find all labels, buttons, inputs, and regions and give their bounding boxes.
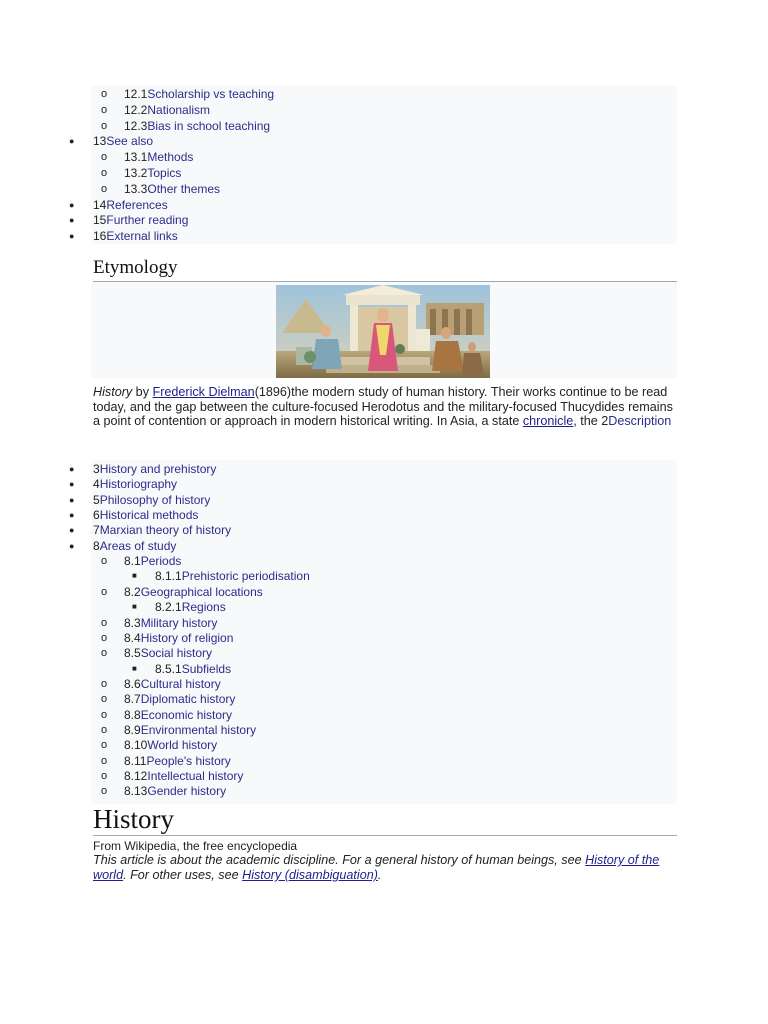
history-painting[interactable]: [276, 285, 490, 378]
toc-link[interactable]: Geographical locations: [140, 584, 263, 599]
toc-link[interactable]: Regions: [181, 600, 226, 615]
toc-number: 13: [93, 134, 107, 149]
toc-item[interactable]: [91, 181, 677, 197]
toc-link[interactable]: Topics: [147, 166, 182, 180]
bullet-icon: ●: [69, 231, 75, 242]
bullet-icon: ●: [69, 540, 75, 551]
caption-body: (1896)the modern study of human history. Their works continue to be read today, and the gap between the culture-focused Herodotus and the military-focused Thucydides remains a point of contention or approach in modern historical writing. In Asia, a state: [93, 385, 673, 429]
toc-item[interactable]: [69, 133, 677, 149]
toc-number: 8.6: [124, 676, 141, 691]
toc-entry-text[interactable]: [124, 753, 231, 769]
hatnote-text: . For other uses, see: [123, 868, 243, 882]
caption-title: History: [93, 385, 133, 399]
toc-item[interactable]: [69, 461, 677, 477]
toc-entry-text[interactable]: [124, 783, 226, 799]
bullet-icon: o: [101, 119, 108, 132]
bullet-icon: o: [101, 585, 108, 598]
toc-number: 8.13: [124, 784, 148, 799]
toc-number: 8.2.1: [155, 600, 182, 615]
bullet-icon: ●: [69, 199, 75, 210]
toc-number: 8: [93, 538, 100, 553]
toc-link[interactable]: History of religion: [140, 630, 234, 645]
bullet-icon: o: [101, 88, 108, 100]
bullet-icon: ●: [69, 464, 75, 474]
bullet-icon: ■: [132, 602, 137, 612]
toc-entry-text[interactable]: [124, 630, 233, 646]
toc-number: 5: [93, 492, 100, 507]
page-title: History: [93, 804, 677, 836]
toc-link[interactable]: Military history: [140, 615, 218, 630]
etymology-heading: Etymology: [93, 257, 677, 282]
toc-item[interactable]: [91, 599, 677, 615]
bullet-icon: o: [101, 631, 108, 644]
toc-link[interactable]: Scholarship vs teaching: [147, 87, 275, 101]
toc-entry-text[interactable]: [124, 707, 232, 723]
toc-item[interactable]: [91, 753, 677, 769]
toc-entry-text[interactable]: [124, 768, 243, 784]
toc-entry-text[interactable]: [93, 476, 177, 492]
toc-entry-text[interactable]: [124, 118, 270, 134]
toc-link[interactable]: Environmental history: [140, 722, 257, 737]
toc-link[interactable]: References: [106, 197, 168, 212]
description-link[interactable]: Description: [608, 414, 672, 429]
toc-link[interactable]: Historical methods: [99, 508, 199, 523]
history-of-the-world-link[interactable]: History of the world: [93, 853, 660, 882]
toc-entry-text[interactable]: [124, 165, 181, 181]
toc-number: 7: [93, 523, 100, 538]
bullet-icon: o: [101, 739, 108, 752]
toc-link[interactable]: Subfields: [181, 661, 232, 676]
toc-number: 12.3: [124, 118, 148, 133]
toc-link[interactable]: Methods: [147, 150, 194, 165]
bullet-icon: o: [101, 151, 108, 164]
bullet-icon: ●: [69, 510, 75, 521]
toc-top: [69, 86, 677, 244]
toc-item[interactable]: [91, 615, 677, 631]
toc-link[interactable]: Philosophy of history: [99, 492, 211, 507]
toc-number: 8.1: [124, 554, 141, 569]
toc-number: 8.8: [124, 707, 141, 722]
toc-link[interactable]: Prehistoric periodisation: [181, 569, 310, 584]
toc-entry-text[interactable]: [124, 149, 193, 165]
toc-item[interactable]: [91, 783, 677, 799]
toc-item[interactable]: [69, 228, 677, 244]
toc-item[interactable]: [69, 538, 677, 554]
toc-entry-text[interactable]: [124, 86, 274, 102]
toc-entry-text[interactable]: [124, 584, 263, 600]
toc-link[interactable]: Historiography: [99, 477, 178, 492]
hatnote: [93, 853, 673, 883]
image-panel: [91, 282, 677, 378]
toc-link[interactable]: Intellectual history: [147, 769, 244, 783]
toc-link[interactable]: World history: [147, 738, 218, 753]
toc-number: 15: [93, 213, 107, 228]
hatnote-text: .: [377, 868, 382, 882]
bullet-icon: o: [101, 693, 108, 706]
toc-item[interactable]: [69, 212, 677, 228]
toc-number: 13.1: [124, 150, 148, 165]
toc-item[interactable]: [91, 737, 677, 753]
toc-number: 8.11: [124, 753, 147, 768]
toc-entry-text[interactable]: [93, 212, 188, 228]
toc-item[interactable]: [91, 584, 677, 600]
toc-entry-text[interactable]: [124, 645, 212, 661]
bullet-icon: o: [101, 182, 108, 195]
bullet-icon: o: [101, 647, 108, 660]
toc-number: 8.7: [124, 692, 141, 707]
bullet-icon: o: [101, 616, 108, 629]
toc-item[interactable]: [69, 507, 677, 523]
toc-number: 4: [93, 477, 100, 492]
toc-item[interactable]: [69, 522, 677, 538]
toc-number: 8.12: [124, 769, 148, 783]
toc-link[interactable]: Areas of study: [99, 538, 177, 553]
bullet-icon: ●: [69, 525, 75, 536]
bullet-icon: o: [101, 555, 108, 568]
toc-number: 8.2: [124, 584, 141, 599]
toc-number: 2: [601, 414, 609, 429]
toc-link[interactable]: Other themes: [147, 181, 221, 196]
toc-number: 8.9: [124, 722, 141, 737]
toc-link[interactable]: Gender history: [147, 784, 227, 799]
toc-item[interactable]: [91, 553, 677, 569]
toc-number: 8.5: [124, 646, 141, 661]
bullet-icon: ■: [132, 663, 137, 673]
toc-entry-text[interactable]: [124, 181, 220, 197]
image-caption: [93, 385, 673, 429]
toc-link[interactable]: Social history: [140, 646, 213, 661]
toc-item[interactable]: [69, 492, 677, 508]
toc-number: 12.1: [124, 87, 148, 101]
toc-entry-text[interactable]: [124, 737, 217, 753]
toc-item[interactable]: [91, 676, 677, 692]
bullet-icon: ●: [69, 494, 75, 505]
bullet-icon: ■: [132, 571, 137, 581]
toc-entry-text[interactable]: [124, 553, 181, 569]
toc-bottom: [69, 460, 677, 804]
bullet-icon: o: [101, 723, 108, 736]
bullet-icon: o: [101, 708, 108, 721]
toc-entry-text[interactable]: [93, 538, 176, 554]
toc-number: 16: [93, 229, 107, 244]
toc-item[interactable]: [91, 722, 677, 738]
bullet-icon: ●: [69, 136, 75, 147]
toc-item[interactable]: [91, 707, 677, 723]
toc-entry-text[interactable]: [155, 568, 310, 584]
toc-entry-text[interactable]: [155, 599, 226, 615]
toc-number: 8.5.1: [155, 661, 182, 676]
toc-number: 6: [93, 508, 100, 523]
toc-item[interactable]: [91, 102, 677, 118]
hatnote-text: This article is about the academic discipline. For a general history of human beings, see: [93, 853, 586, 867]
toc-link[interactable]: Periods: [140, 554, 182, 569]
toc-item[interactable]: [91, 165, 677, 181]
toc-number: 3: [93, 462, 100, 476]
toc-item[interactable]: [91, 768, 677, 784]
toc-number: 13.3: [124, 181, 148, 196]
bullet-icon: o: [101, 167, 108, 179]
bullet-icon: o: [101, 754, 108, 767]
toc-item[interactable]: [69, 197, 677, 213]
toc-entry-text[interactable]: [124, 615, 217, 631]
toc-link[interactable]: People's history: [146, 753, 231, 768]
toc-item[interactable]: [91, 645, 677, 661]
toc-item[interactable]: [91, 118, 677, 134]
toc-link[interactable]: External links: [106, 229, 178, 244]
toc-link[interactable]: Marxian theory of history: [99, 523, 232, 538]
toc-entry-text[interactable]: [93, 197, 168, 213]
toc-entry-text[interactable]: [93, 507, 198, 523]
toc-number: 12.2: [124, 102, 148, 117]
toc-link[interactable]: Cultural history: [140, 676, 221, 691]
toc-entry-text[interactable]: [124, 676, 221, 692]
bullet-icon: o: [101, 677, 108, 690]
toc-link[interactable]: Nationalism: [147, 102, 211, 117]
toc-link[interactable]: Diplomatic history: [140, 692, 236, 707]
toc-number: 8.4: [124, 630, 141, 645]
toc-entry-text[interactable]: [124, 722, 256, 738]
toc-number: 8.1.1: [155, 569, 182, 584]
bullet-icon: o: [101, 785, 108, 798]
chronicle-link[interactable]: chronicle: [522, 414, 574, 429]
bullet-icon: ●: [69, 479, 75, 490]
toc-item[interactable]: [91, 630, 677, 646]
toc-link[interactable]: Bias in school teaching: [147, 118, 271, 133]
toc-number: 13.2: [124, 166, 148, 180]
toc-number: 8.3: [124, 615, 141, 630]
toc-item[interactable]: [91, 691, 677, 707]
toc-item[interactable]: [91, 149, 677, 165]
caption-tail: , the: [573, 414, 602, 429]
toc-number: 8.10: [124, 738, 148, 753]
toc-link[interactable]: Economic history: [140, 707, 233, 722]
site-subtitle: From Wikipedia, the free encyclopedia: [93, 839, 298, 853]
toc-entry-text[interactable]: [93, 133, 153, 149]
toc-entry-text[interactable]: [124, 102, 210, 118]
toc-number: 14: [93, 197, 107, 212]
bullet-icon: o: [101, 103, 108, 116]
toc-entry-text[interactable]: [124, 691, 235, 707]
toc-entry-text[interactable]: [93, 228, 178, 244]
toc-item[interactable]: [69, 476, 677, 492]
toc-link[interactable]: History and prehistory: [99, 462, 217, 476]
toc-link[interactable]: See also: [106, 134, 154, 149]
history-disambiguation-link[interactable]: History (disambiguation): [242, 868, 378, 882]
toc-entry-text[interactable]: [93, 492, 210, 508]
toc-link[interactable]: Further reading: [106, 213, 189, 228]
bullet-icon: ●: [69, 215, 75, 226]
toc-entry-text[interactable]: [155, 661, 231, 677]
toc-item[interactable]: [91, 661, 677, 677]
artist-link[interactable]: Frederick Dielman: [152, 385, 255, 399]
bullet-icon: o: [101, 770, 108, 782]
toc-entry-text[interactable]: [93, 461, 216, 477]
toc-item[interactable]: [91, 86, 677, 102]
toc-item[interactable]: [91, 568, 677, 584]
toc-entry-text[interactable]: [93, 522, 231, 538]
caption-by: by: [132, 385, 153, 399]
